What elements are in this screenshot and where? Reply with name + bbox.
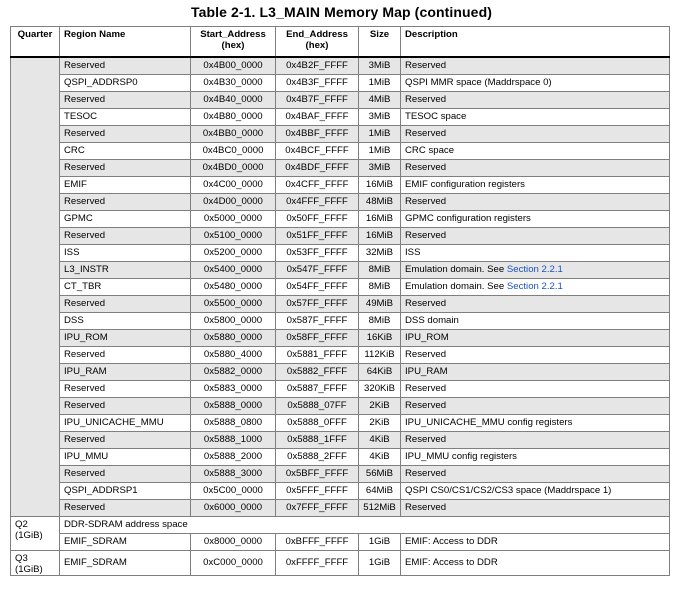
description-cell: [401, 279, 670, 296]
header-description: Description: [401, 27, 670, 58]
table-row: [11, 109, 670, 126]
region-name-cell: Reserved: [60, 398, 191, 415]
start-address-cell: 0x5880_4000: [191, 347, 276, 364]
table-row: [11, 262, 670, 279]
start-address-cell: 0x5888_2000: [191, 449, 276, 466]
description-text: GPMC configuration registers: [405, 213, 531, 224]
start-address-cell: 0x4D00_0000: [191, 194, 276, 211]
start-address-cell: 0x4C00_0000: [191, 177, 276, 194]
start-address-cell: 0x5882_0000: [191, 364, 276, 381]
start-address-cell: 0x4BC0_0000: [191, 143, 276, 160]
section-link[interactable]: Section 2.2.1: [506, 281, 563, 292]
table-row: [11, 466, 670, 483]
region-name-cell: EMIF: [60, 177, 191, 194]
region-name-cell: QSPI_ADDRSP0: [60, 75, 191, 92]
table-row: [11, 92, 670, 109]
end-address-cell: 0x4BCF_FFFF: [276, 143, 359, 160]
table-row: [11, 143, 670, 160]
description-cell: [401, 330, 670, 347]
description-cell: [401, 126, 670, 143]
start-address-cell: 0x5500_0000: [191, 296, 276, 313]
start-address-cell: 0x5000_0000: [191, 211, 276, 228]
start-address-cell: 0x6000_0000: [191, 500, 276, 517]
description-cell: [401, 313, 670, 330]
description-text: IPU_RAM: [405, 366, 448, 377]
description-cell: EMIF: Access to DDR: [401, 534, 670, 551]
region-name-cell: L3_INSTR: [60, 262, 191, 279]
description-cell: [401, 415, 670, 432]
region-name-cell: QSPI_ADDRSP1: [60, 483, 191, 500]
start-address-cell: 0x4B80_0000: [191, 109, 276, 126]
end-address-cell: 0x5887_FFFF: [276, 381, 359, 398]
table-row: [11, 449, 670, 466]
size-cell: 32MiB: [359, 245, 401, 262]
table-row: [11, 194, 670, 211]
region-name-cell: Reserved: [60, 432, 191, 449]
region-name-cell: Reserved: [60, 57, 191, 75]
header-start-unit: (hex): [221, 40, 245, 51]
description-text: Reserved: [405, 383, 447, 394]
table-row: [11, 347, 670, 364]
header-end-label: End_Address: [286, 29, 348, 40]
size-cell: 2KiB: [359, 415, 401, 432]
end-address-cell: 0x5888_07FF: [276, 398, 359, 415]
description-text: TESOC space: [405, 111, 467, 122]
region-name-cell: GPMC: [60, 211, 191, 228]
size-cell: 1MiB: [359, 126, 401, 143]
description-cell: [401, 347, 670, 364]
quarter-q3-size: (1GiB): [15, 564, 43, 575]
region-name-cell: IPU_RAM: [60, 364, 191, 381]
size-cell: 16MiB: [359, 211, 401, 228]
region-name-cell: TESOC: [60, 109, 191, 126]
start-address-cell: 0x5888_0000: [191, 398, 276, 415]
size-cell: 3MiB: [359, 57, 401, 75]
description-cell: [401, 398, 670, 415]
size-cell: 8MiB: [359, 313, 401, 330]
description-text: Reserved: [405, 468, 447, 479]
region-name-cell: EMIF_SDRAM: [60, 534, 191, 551]
end-address-cell: 0x4BDF_FFFF: [276, 160, 359, 177]
size-cell: 512MiB: [359, 500, 401, 517]
end-address-cell: 0x5888_2FFF: [276, 449, 359, 466]
description-cell: [401, 364, 670, 381]
table-row: [11, 296, 670, 313]
description-text: IPU_UNICACHE_MMU config registers: [405, 417, 573, 428]
start-address-cell: 0x5888_0800: [191, 415, 276, 432]
description-cell: [401, 296, 670, 313]
ddr-sdram-span-cell: DDR-SDRAM address space: [60, 517, 670, 534]
memory-map-table: [10, 26, 670, 576]
description-cell: [401, 449, 670, 466]
quarter-q3-label: Q3: [15, 553, 28, 564]
description-cell: [401, 109, 670, 126]
size-cell: 3MiB: [359, 109, 401, 126]
start-address-cell: 0x5400_0000: [191, 262, 276, 279]
description-cell: [401, 177, 670, 194]
start-address-cell: 0x5800_0000: [191, 313, 276, 330]
header-quarter: Quarter: [11, 27, 60, 58]
table-row: [11, 330, 670, 347]
region-name-cell: Reserved: [60, 92, 191, 109]
quarter-q2-size: (1GiB): [15, 530, 43, 541]
header-start-label: Start_Address: [200, 29, 266, 40]
table-row: [11, 364, 670, 381]
region-name-cell: IPU_UNICACHE_MMU: [60, 415, 191, 432]
end-address-cell: 0x4FFF_FFFF: [276, 194, 359, 211]
size-cell: 8MiB: [359, 279, 401, 296]
region-name-cell: Reserved: [60, 296, 191, 313]
quarter-q3-cell: [11, 551, 60, 576]
description-text: EMIF configuration registers: [405, 179, 525, 190]
table-row: [11, 211, 670, 228]
description-text: Reserved: [405, 196, 447, 207]
header-end-unit: (hex): [305, 40, 329, 51]
end-address-cell: 0x51FF_FFFF: [276, 228, 359, 245]
table-row: [11, 57, 670, 75]
description-text: IPU_ROM: [405, 332, 449, 343]
start-address-cell: 0x5883_0000: [191, 381, 276, 398]
description-cell: [401, 432, 670, 449]
description-cell: [401, 75, 670, 92]
table-row: [11, 551, 670, 576]
table-row: [11, 398, 670, 415]
end-address-cell: 0x5881_FFFF: [276, 347, 359, 364]
region-name-cell: EMIF_SDRAM: [60, 551, 191, 576]
description-cell: [401, 381, 670, 398]
description-cell: [401, 483, 670, 500]
size-cell: 1GiB: [359, 534, 401, 551]
table-row: [11, 126, 670, 143]
end-address-cell: 0x5FFF_FFFF: [276, 483, 359, 500]
size-cell: 4KiB: [359, 449, 401, 466]
quarter-q2-label: Q2: [15, 519, 28, 530]
table-row: [11, 415, 670, 432]
end-address-cell: 0x58FF_FFFF: [276, 330, 359, 347]
start-address-cell: 0x5880_0000: [191, 330, 276, 347]
description-text: Reserved: [405, 434, 447, 445]
description-text: Reserved: [405, 349, 447, 360]
description-cell: [401, 500, 670, 517]
size-cell: 1MiB: [359, 75, 401, 92]
start-address-cell: 0x5C00_0000: [191, 483, 276, 500]
description-text: Emulation domain. See: [405, 281, 507, 292]
description-text: DSS domain: [405, 315, 459, 326]
end-address-cell: 0xBFFF_FFFF: [276, 534, 359, 551]
start-address-cell: 0x4B00_0000: [191, 57, 276, 75]
description-cell: EMIF: Access to DDR: [401, 551, 670, 576]
table-row: [11, 500, 670, 517]
size-cell: 56MiB: [359, 466, 401, 483]
table-title: Table 2-1. L3_MAIN Memory Map (continued): [191, 4, 492, 20]
region-name-cell: Reserved: [60, 160, 191, 177]
size-cell: 3MiB: [359, 160, 401, 177]
end-address-cell: 0x53FF_FFFF: [276, 245, 359, 262]
size-cell: 49MiB: [359, 296, 401, 313]
start-address-cell: 0x4B40_0000: [191, 92, 276, 109]
description-text: ISS: [405, 247, 421, 258]
table-row: [11, 517, 670, 534]
size-cell: 16KiB: [359, 330, 401, 347]
region-name-cell: DSS: [60, 313, 191, 330]
start-address-cell: 0x5888_3000: [191, 466, 276, 483]
start-address-cell: 0x5888_1000: [191, 432, 276, 449]
table-row: [11, 228, 670, 245]
region-name-cell: IPU_ROM: [60, 330, 191, 347]
description-cell: [401, 466, 670, 483]
table-row: [11, 177, 670, 194]
size-cell: 64MiB: [359, 483, 401, 500]
end-address-cell: 0x5882_FFFF: [276, 364, 359, 381]
description-cell: [401, 160, 670, 177]
size-cell: 48MiB: [359, 194, 401, 211]
table-row: [11, 534, 670, 551]
table-row: [11, 432, 670, 449]
size-cell: 2KiB: [359, 398, 401, 415]
start-address-cell: 0x5480_0000: [191, 279, 276, 296]
end-address-cell: 0x4B2F_FFFF: [276, 57, 359, 75]
description-text: CRC space: [405, 145, 455, 156]
table-row: [11, 483, 670, 500]
description-cell: [401, 57, 670, 75]
description-cell: [401, 194, 670, 211]
end-address-cell: 0x4B7F_FFFF: [276, 92, 359, 109]
end-address-cell: 0x5888_1FFF: [276, 432, 359, 449]
description-text: Reserved: [405, 298, 447, 309]
description-text: Reserved: [405, 400, 447, 411]
end-address-cell: 0xFFFF_FFFF: [276, 551, 359, 576]
end-address-cell: 0x4B3F_FFFF: [276, 75, 359, 92]
region-name-cell: ISS: [60, 245, 191, 262]
size-cell: 112KiB: [359, 347, 401, 364]
header-region-name: Region Name: [60, 27, 191, 58]
end-address-cell: 0x4CFF_FFFF: [276, 177, 359, 194]
description-text: Reserved: [405, 162, 447, 173]
end-address-cell: 0x587F_FFFF: [276, 313, 359, 330]
region-name-cell: IPU_MMU: [60, 449, 191, 466]
start-address-cell: 0x4BB0_0000: [191, 126, 276, 143]
region-name-cell: CT_TBR: [60, 279, 191, 296]
size-cell: 320KiB: [359, 381, 401, 398]
header-row: [11, 27, 670, 58]
description-cell: [401, 92, 670, 109]
end-address-cell: 0x54FF_FFFF: [276, 279, 359, 296]
table-row: [11, 381, 670, 398]
end-address-cell: 0x5BFF_FFFF: [276, 466, 359, 483]
end-address-cell: 0x5888_0FFF: [276, 415, 359, 432]
region-name-cell: Reserved: [60, 381, 191, 398]
description-cell: [401, 228, 670, 245]
description-text: IPU_MMU config registers: [405, 451, 517, 462]
description-cell: [401, 211, 670, 228]
start-address-cell: 0x5100_0000: [191, 228, 276, 245]
region-name-cell: Reserved: [60, 228, 191, 245]
table-row: [11, 245, 670, 262]
header-size: Size: [359, 27, 401, 58]
table-row: [11, 313, 670, 330]
section-link[interactable]: Section 2.2.1: [506, 264, 563, 275]
end-address-cell: 0x4BBF_FFFF: [276, 126, 359, 143]
region-name-cell: Reserved: [60, 194, 191, 211]
description-cell: [401, 245, 670, 262]
size-cell: 1GiB: [359, 551, 401, 576]
header-end-address: [276, 27, 359, 58]
size-cell: 4MiB: [359, 92, 401, 109]
table-row: [11, 160, 670, 177]
end-address-cell: 0x547F_FFFF: [276, 262, 359, 279]
end-address-cell: 0x7FFF_FFFF: [276, 500, 359, 517]
description-text: QSPI MMR space (Maddrspace 0): [405, 77, 552, 88]
description-text: Emulation domain. See: [405, 264, 507, 275]
quarter-q1-cell: [11, 57, 60, 517]
region-name-cell: CRC: [60, 143, 191, 160]
description-text: Reserved: [405, 60, 447, 71]
table-row: [11, 75, 670, 92]
description-text: Reserved: [405, 94, 447, 105]
end-address-cell: 0x50FF_FFFF: [276, 211, 359, 228]
table-body: [11, 57, 670, 576]
region-name-cell: Reserved: [60, 466, 191, 483]
start-address-cell: 0x4B30_0000: [191, 75, 276, 92]
size-cell: 1MiB: [359, 143, 401, 160]
size-cell: 4KiB: [359, 432, 401, 449]
start-address-cell: 0x5200_0000: [191, 245, 276, 262]
size-cell: 16MiB: [359, 228, 401, 245]
start-address-cell: 0xC000_0000: [191, 551, 276, 576]
description-text: Reserved: [405, 502, 447, 513]
end-address-cell: 0x57FF_FFFF: [276, 296, 359, 313]
start-address-cell: 0x4BD0_0000: [191, 160, 276, 177]
description-text: QSPI CS0/CS1/CS2/CS3 space (Maddrspace 1): [405, 485, 612, 496]
size-cell: 16MiB: [359, 177, 401, 194]
description-text: Reserved: [405, 230, 447, 241]
description-cell: [401, 262, 670, 279]
region-name-cell: Reserved: [60, 347, 191, 364]
size-cell: 64KiB: [359, 364, 401, 381]
size-cell: 8MiB: [359, 262, 401, 279]
description-cell: [401, 143, 670, 160]
start-address-cell: 0x8000_0000: [191, 534, 276, 551]
header-start-address: [191, 27, 276, 58]
table-row: [11, 279, 670, 296]
region-name-cell: Reserved: [60, 126, 191, 143]
region-name-cell: Reserved: [60, 500, 191, 517]
description-text: Reserved: [405, 128, 447, 139]
end-address-cell: 0x4BAF_FFFF: [276, 109, 359, 126]
quarter-q2-cell: [11, 517, 60, 551]
